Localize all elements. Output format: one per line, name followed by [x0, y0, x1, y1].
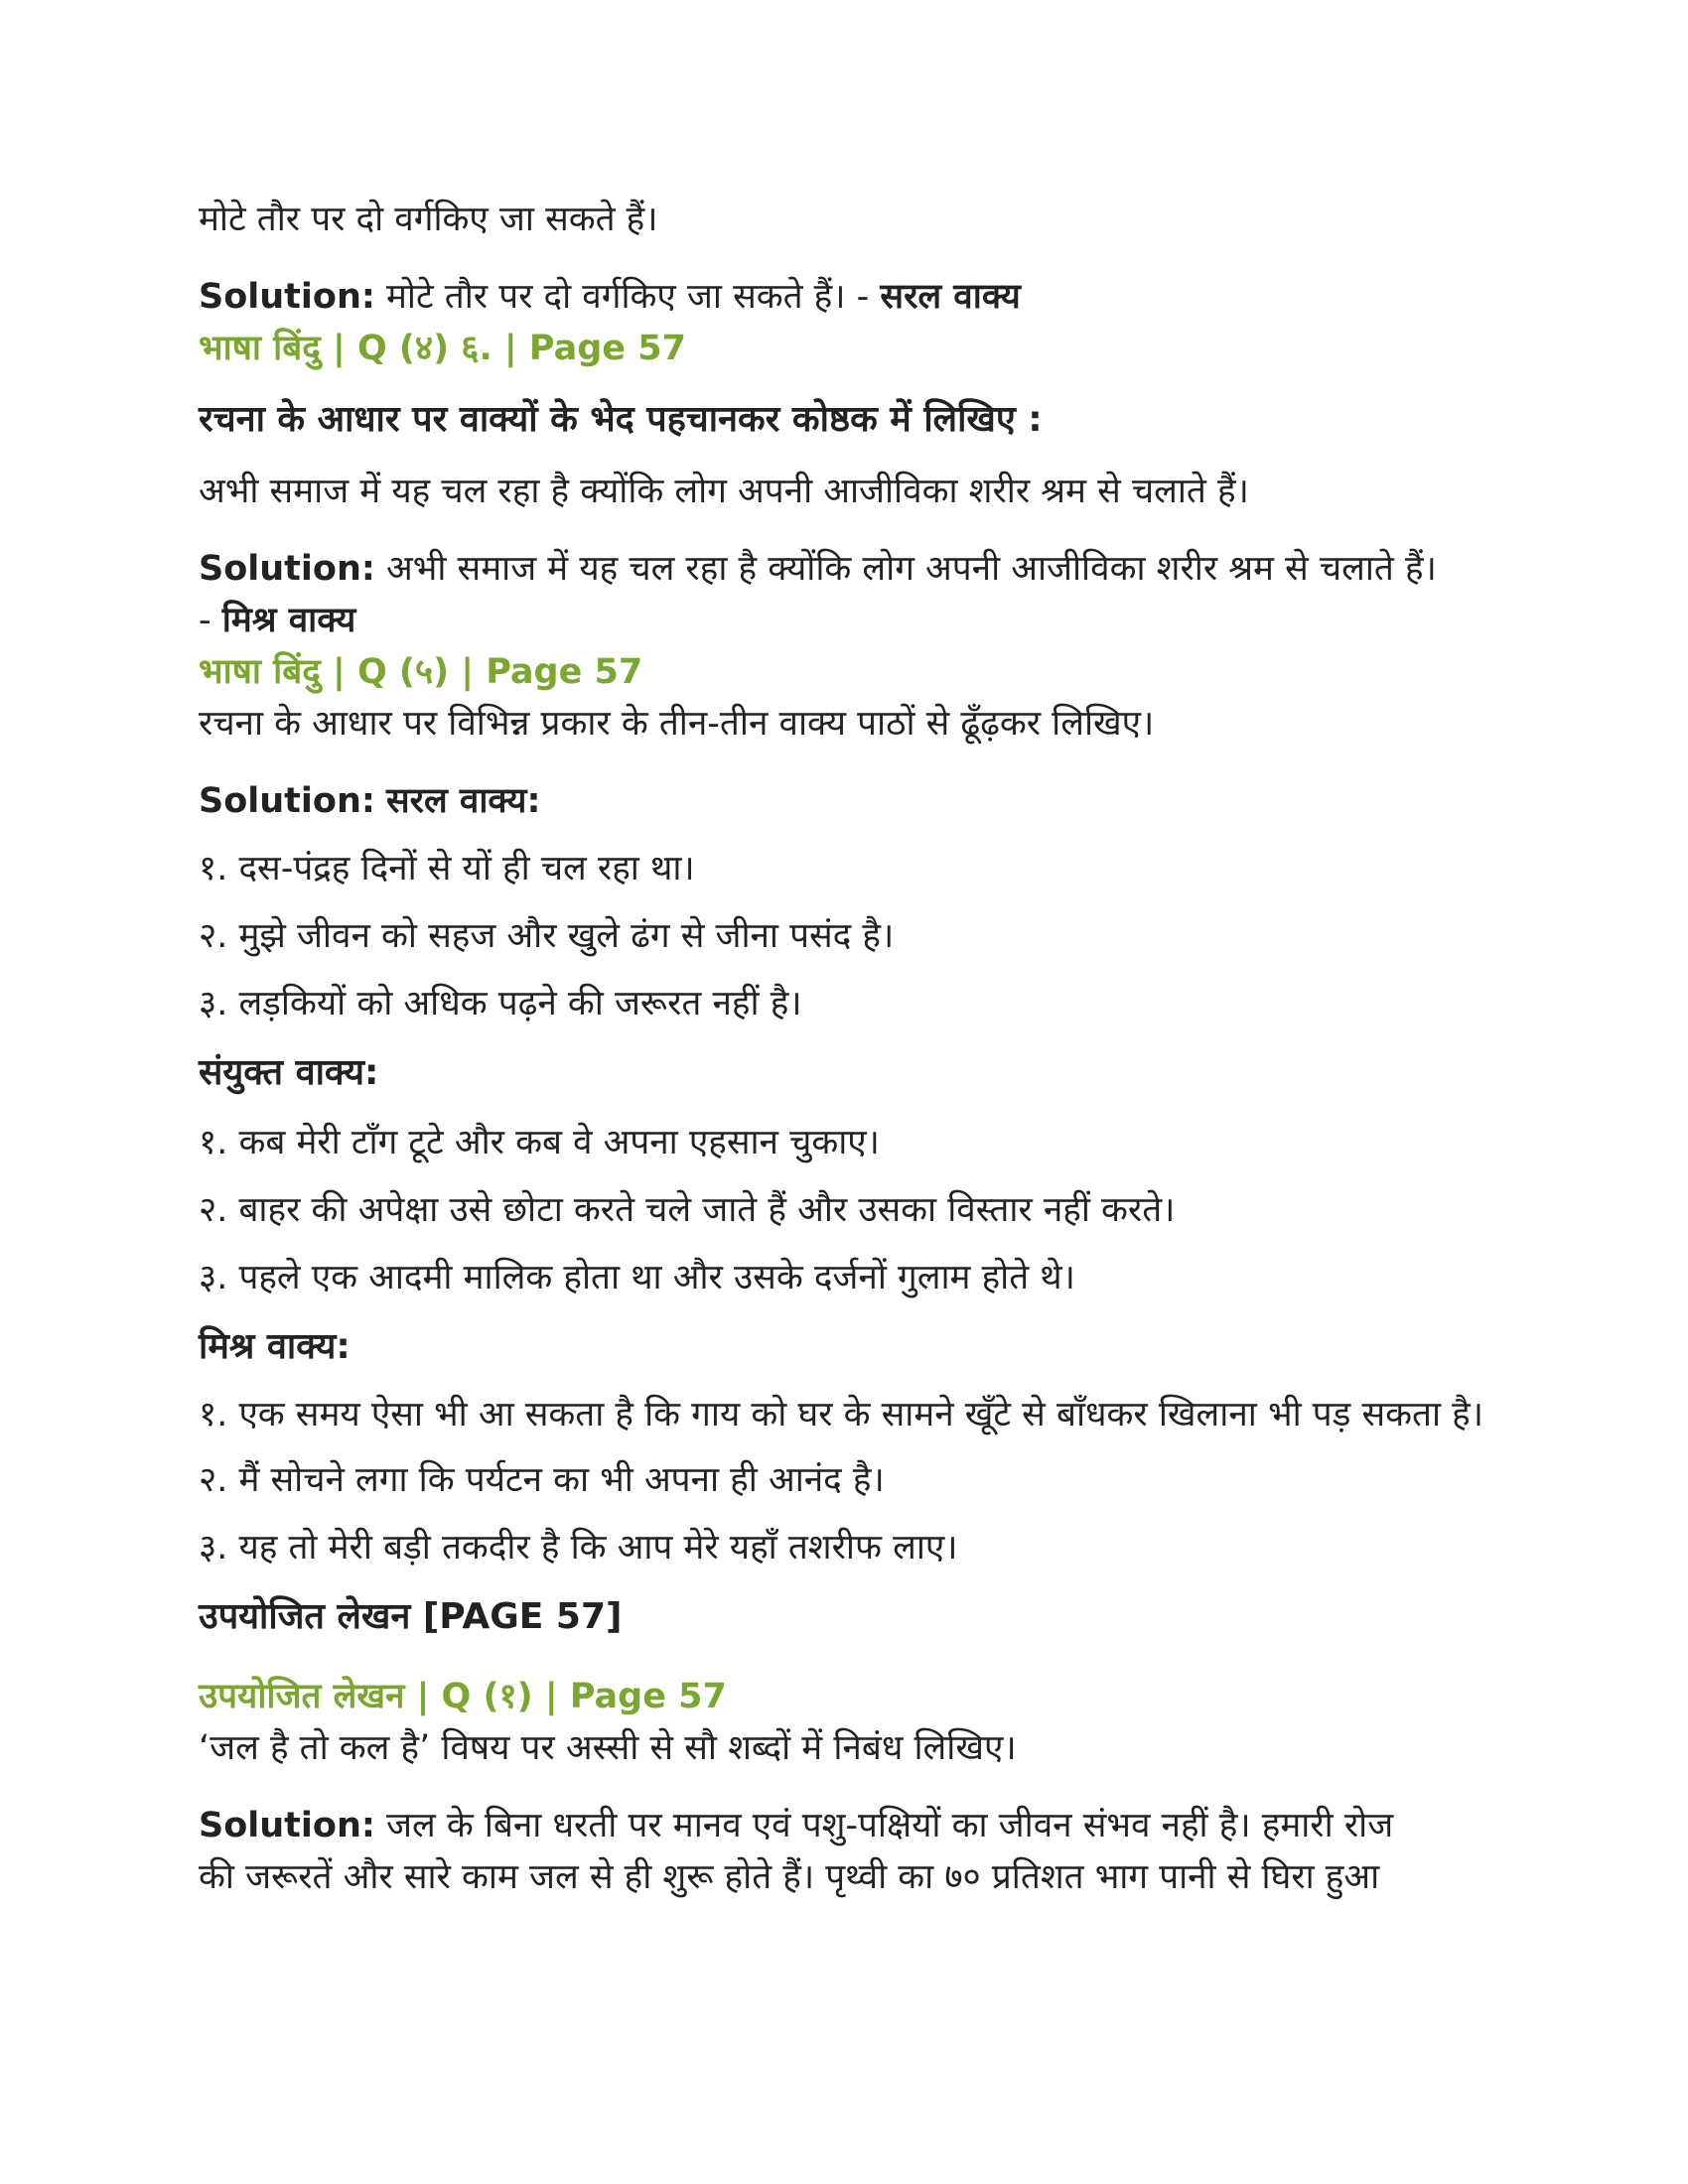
- question-text: रचना के आधार पर विभिन्न प्रकार के तीन-तीन वाक्य पाठों से ढूँढ़कर लिखिए।: [199, 704, 1155, 744]
- list-item: ३. पहले एक आदमी मालिक होता था और उसके दर्जनों गुलाम होते थे।: [199, 1258, 1075, 1297]
- solution-continuation: [199, 595, 1489, 646]
- dash-text: -: [199, 601, 222, 640]
- list-item: ३. लड़कियों को अधिक पढ़ने की जरूरत नहीं है।: [199, 984, 802, 1024]
- question-reference: भाषा बिंदु | Q (५) | Page 57: [199, 652, 643, 692]
- question-reference: उपयोजित लेखन | Q (१) | Page 57: [199, 1677, 727, 1716]
- solution-line: [199, 271, 1489, 323]
- answer-type: मिश्र वाक्य: [221, 601, 356, 640]
- question-text: अभी समाज में यह चल रहा है क्योंकि लोग अपनी आजीविका शरीर श्रम से चलाते हैं।: [199, 472, 1249, 511]
- list-item: ३. यह तो मेरी बड़ी तकदीर है कि आप मेरे यहाँ तशरीफ लाए।: [199, 1528, 958, 1568]
- question-heading: रचना के आधार पर वाक्यों के भेद पहचानकर कोष्ठक में लिखिए :: [199, 399, 1043, 440]
- solution-line: [199, 543, 1489, 595]
- solution-label: Solution:: [199, 1806, 375, 1845]
- solution-label: Solution:: [199, 277, 375, 317]
- solution-line: [199, 775, 1489, 827]
- solution-label: Solution:: [199, 781, 375, 821]
- list-item: २. मुझे जीवन को सहज और खुले ढंग से जीना पसंद है।: [199, 916, 895, 956]
- question-text: ‘जल है तो कल है’ विषय पर अस्सी से सौ शब्दों में निबंध लिखिए।: [199, 1728, 1017, 1768]
- list-item: १. एक समय ऐसा भी आ सकता है कि गाय को घर के सामने खूँटे से बाँधकर खिलाना भी पड़ सकता है।: [199, 1395, 1484, 1434]
- list-item: २. बाहर की अपेक्षा उसे छोटा करते चले जाते हैं और उसका विस्तार नहीं करते।: [199, 1190, 1176, 1230]
- list-item: १. दस-पंद्रह दिनों से यों ही चल रहा था।: [199, 849, 695, 888]
- document-page: [199, 194, 1489, 1903]
- solution-text: अभी समाज में यह चल रहा है क्योंकि लोग अपनी आजीविका शरीर श्रम से चलाते हैं।: [386, 549, 1437, 589]
- list-item: १. कब मेरी टाँग टूटे और कब वे अपना एहसान चुकाए।: [199, 1123, 880, 1162]
- section-label: सरल वाक्य:: [386, 781, 541, 821]
- question-reference: भाषा बिंदु | Q (४) ६. | Page 57: [199, 329, 686, 368]
- solution-continuation: की जरूरतें और सारे काम जल से ही शुरू होते हैं। पृथ्वी का ७० प्रतिशत भाग पानी से घिरा हुआ: [199, 1857, 1380, 1897]
- solution-label: Solution:: [199, 549, 375, 589]
- question-text: मोटे तौर पर दो वर्गकिए जा सकते हैं।: [199, 200, 658, 239]
- solution-text: जल के बिना धरती पर मानव एवं पशु-पक्षियों का जीवन संभव नहीं है। हमारी रोज: [386, 1806, 1394, 1845]
- answer-type: सरल वाक्य: [880, 277, 1021, 317]
- section-heading: संयुक्त वाक्य:: [199, 1052, 379, 1093]
- list-item: २. मैं सोचने लगा कि पर्यटन का भी अपना ही आनंद है।: [199, 1460, 885, 1500]
- section-heading: मिश्र वाक्य:: [199, 1326, 351, 1367]
- section-heading: उपयोजित लेखन [PAGE 57]: [199, 1596, 623, 1637]
- solution-line: [199, 1800, 1489, 1851]
- spacer: [375, 781, 386, 821]
- solution-text: मोटे तौर पर दो वर्गकिए जा सकते हैं। -: [386, 277, 881, 317]
